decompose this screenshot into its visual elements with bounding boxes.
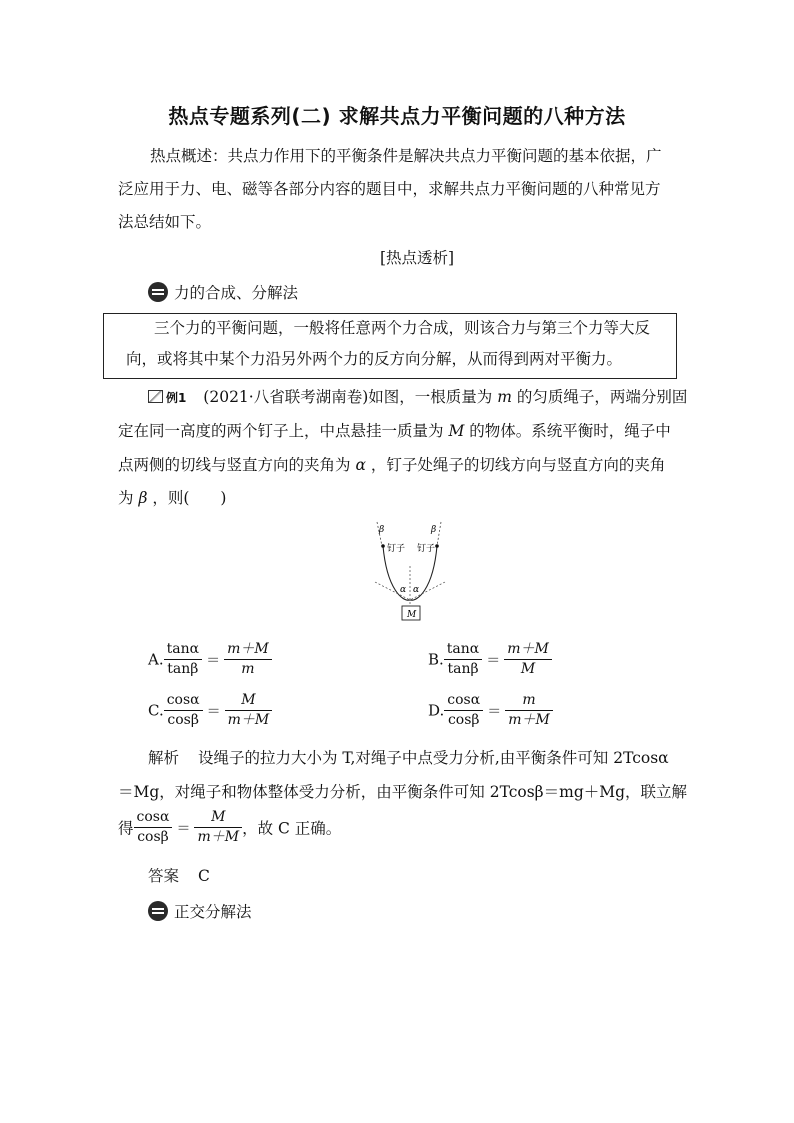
overview-line-1: 热点概述：共点力作用下的平衡条件是解决共点力平衡问题的基本依据，广 bbox=[150, 147, 662, 165]
solution-line-1 bbox=[148, 746, 669, 768]
solution-text-1: 设绳子的拉力大小为 T,对绳子中点受力分析,由平衡条件可知 2Tcosα bbox=[197, 749, 669, 767]
overview-line-2: 泛应用于力、电、磁等各部分内容的题目中，求解共点力平衡问题的八种常见方 bbox=[118, 180, 661, 198]
method-2-title: 正交分解法 bbox=[174, 903, 252, 921]
example-text-2a: 定在同一高度的两个钉子上，中点悬挂一质量为 bbox=[118, 422, 444, 440]
overview-paragraph bbox=[118, 140, 678, 173]
overview-line-3: 法总结如下。 bbox=[118, 213, 212, 231]
summary-box-text bbox=[118, 313, 674, 375]
option-a-frac-1: $\frac{\tan\alpha}{\tan\beta}$ bbox=[164, 640, 202, 679]
summary-line-2: 向，或将其中某个力沿另外两个力的反方向分解，从而得到两对平衡力。 bbox=[126, 350, 623, 368]
solution-text-3-pre: 得 bbox=[118, 819, 134, 838]
fig-alpha-left: α bbox=[400, 585, 407, 595]
fig-mass-label: M bbox=[407, 610, 417, 620]
solution-frac-2: $\frac{M}{m+M}$ bbox=[194, 808, 242, 847]
section-label: [热点透析] bbox=[380, 249, 455, 267]
method-1-heading bbox=[148, 281, 298, 303]
rope-curve bbox=[383, 546, 437, 600]
fig-beta-right: β bbox=[431, 525, 437, 535]
fig-nail-left: 钉子 bbox=[387, 544, 406, 554]
example-text-1a: (2021·八省联考湖南卷)如图，一根质量为 bbox=[203, 388, 493, 406]
example-line-1 bbox=[148, 385, 687, 407]
var-alpha: α bbox=[355, 456, 366, 474]
var-beta: β bbox=[138, 489, 148, 507]
example-tag: 例1 bbox=[166, 391, 187, 405]
option-d bbox=[428, 691, 553, 730]
answer-value: C bbox=[197, 867, 210, 885]
option-d-eq: ＝ bbox=[487, 703, 502, 720]
option-d-frac-2: $\frac{m}{m+M}$ bbox=[505, 691, 553, 730]
example-text-1b: 的匀质绳子，两端分别固 bbox=[516, 388, 688, 406]
method-number-two-icon bbox=[148, 901, 168, 921]
option-b-eq: ＝ bbox=[486, 652, 501, 669]
option-a bbox=[148, 640, 272, 679]
option-c-letter: C. bbox=[148, 701, 164, 720]
example-line-2 bbox=[118, 419, 671, 441]
solution-line-3 bbox=[118, 808, 341, 847]
solution-line-2: ＝Mg，对绳子和物体整体受力分析，由平衡条件可知 2Tcosβ＝mg＋Mg，联立解 bbox=[118, 783, 688, 801]
fig-beta-left: β bbox=[379, 525, 385, 535]
solution-label: 解析 bbox=[148, 749, 180, 767]
option-b-frac-2: $\frac{m+M}{M}$ bbox=[504, 640, 552, 679]
option-c-frac-2: $\frac{M}{m+M}$ bbox=[225, 691, 273, 730]
overview-continued bbox=[118, 173, 678, 239]
nail-right-dot bbox=[435, 544, 439, 548]
option-b-letter: B. bbox=[428, 650, 444, 669]
rope-diagram bbox=[355, 520, 465, 625]
solution-frac-1: $\frac{\cos\alpha}{\cos\beta}$ bbox=[134, 808, 173, 847]
nail-left-dot bbox=[381, 544, 385, 548]
option-c-eq: ＝ bbox=[206, 703, 221, 720]
solution-text-3-post: ，故 C 正确。 bbox=[242, 819, 342, 838]
example-text-4a: 为 bbox=[118, 489, 134, 507]
option-a-frac-2: $\frac{m+M}{m}$ bbox=[224, 640, 272, 679]
page-title: 热点专题系列(二) 求解共点力平衡问题的八种方法 bbox=[168, 104, 626, 128]
example-line-3 bbox=[118, 453, 665, 475]
answer-label: 答案 bbox=[148, 867, 180, 885]
var-M: M bbox=[448, 422, 465, 440]
fig-nail-right: 钉子 bbox=[417, 544, 436, 554]
option-b bbox=[428, 640, 552, 679]
example-line-4 bbox=[118, 486, 226, 508]
example-text-3a: 点两侧的切线与竖直方向的夹角为 bbox=[118, 456, 351, 474]
example-text-2b: 的物体。系统平衡时，绳子中 bbox=[469, 422, 671, 440]
option-d-letter: D. bbox=[428, 701, 445, 720]
var-m: m bbox=[497, 388, 512, 406]
option-c-frac-1: $\frac{\cos\alpha}{\cos\beta}$ bbox=[164, 691, 203, 730]
example-text-4b: ，则( ) bbox=[152, 489, 227, 507]
option-c bbox=[148, 691, 272, 730]
fig-alpha-right: α bbox=[413, 585, 420, 595]
method-number-one-icon bbox=[148, 282, 168, 302]
answer-line bbox=[148, 864, 210, 886]
example-icon bbox=[148, 390, 163, 403]
method-2-heading bbox=[148, 900, 252, 922]
nail-right-vertical bbox=[437, 522, 441, 546]
option-b-frac-1: $\frac{\tan\alpha}{\tan\beta}$ bbox=[444, 640, 482, 679]
option-a-letter: A. bbox=[148, 650, 164, 669]
option-a-eq: ＝ bbox=[206, 652, 221, 669]
method-1-title: 力的合成、分解法 bbox=[174, 284, 299, 302]
summary-line-1: 三个力的平衡问题，一般将任意两个力合成，则该合力与第三个力等大反 bbox=[154, 319, 651, 337]
example-text-3b: ，钉子处绳子的切线方向与竖直方向的夹角 bbox=[370, 456, 666, 474]
option-d-frac-1: $\frac{\cos\alpha}{\cos\beta}$ bbox=[444, 691, 483, 730]
solution-eq: ＝ bbox=[176, 820, 191, 837]
